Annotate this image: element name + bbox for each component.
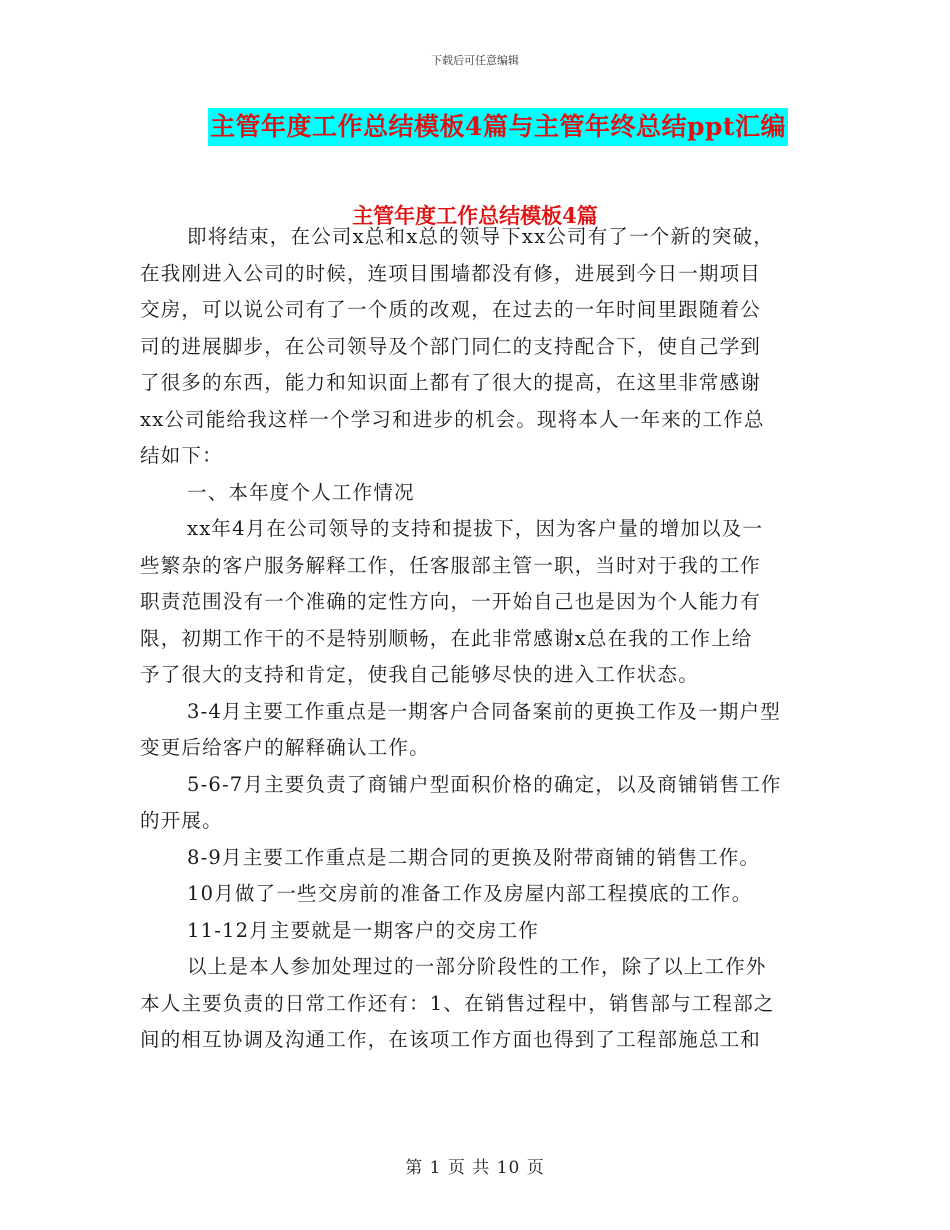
paragraph-line: 以上是本人参加处理过的一部分阶段性的工作，除了以上工作外	[187, 955, 767, 978]
paragraph-line: xx公司能给我这样一个学习和进步的机会。现将本人一年来的工作总	[140, 407, 765, 431]
section-title: 主管年度工作总结模板4篇	[352, 203, 598, 228]
paragraph-line: 的开展。	[140, 809, 223, 832]
paragraph-line: 交房，可以说公司有了一个质的改观，在过去的一年时间里跟随着公	[140, 298, 762, 321]
paragraph-line: 本人主要负责的日常工作还有：1、在销售过程中，销售部与工程部之	[140, 991, 775, 1015]
paragraph-line: 在我刚进入公司的时候，连项目围墙都没有修，进展到今日一期项目	[140, 261, 762, 285]
title-container	[0, 108, 950, 146]
body-text	[140, 219, 812, 1059]
paragraph-line: 限，初期工作干的不是特别顺畅，在此非常感谢x总在我的工作上给	[140, 626, 753, 650]
paragraph-line: 间的相互协调及沟通工作，在该项工作方面也得到了工程部施总工和	[140, 1028, 762, 1051]
paragraph-line: 5-6-7月主要负责了商铺户型面积价格的确定，以及商铺销售工作	[187, 772, 782, 796]
paragraph-line: 10月做了一些交房前的准备工作及房屋内部工程摸底的工作。	[187, 882, 753, 905]
header-note: 下载后可任意编辑	[431, 54, 519, 67]
paragraph-line: 职责范围没有一个准确的定性方向，一开始自己也是因为个人能力有	[140, 590, 762, 613]
paragraph-line: 些繁杂的客户服务解释工作，任客服部主管一职，当时对于我的工作	[140, 553, 762, 577]
paragraph-line: 11-12月主要就是一期客户的交房工作	[187, 918, 540, 942]
paragraph-line: 了很多的东西，能力和知识面上都有了很大的提高，在这里非常感谢	[140, 371, 762, 394]
paragraph-line: 予了很大的支持和肯定，使我自己能够尽快的进入工作状态。	[140, 663, 699, 686]
paragraph-line: xx年4月在公司领导的支持和提拔下，因为客户量的增加以及一	[187, 517, 764, 540]
paragraph-line: 结如下：	[140, 444, 223, 467]
paragraph-line: 3-4月主要工作重点是一期客户合同备案前的更换工作及一期户型	[187, 699, 781, 723]
paragraph-line: 8-9月主要工作重点是二期合同的更换及附带商铺的销售工作。	[187, 845, 761, 869]
paragraph-line: 变更后给客户的解释确认工作。	[140, 736, 430, 759]
document-title: 主管年度工作总结模板4篇与主管年终总结ppt汇编	[208, 108, 788, 146]
paragraph-line: 即将结束，在公司x总和x总的领导下xx公司有了一个新的突破，	[187, 225, 774, 248]
section-heading: 一、本年度个人工作情况	[187, 480, 415, 504]
paragraph-line: 司的进展脚步，在公司领导及个部门同仁的支持配合下，使自己学到	[140, 334, 762, 358]
page-number-footer: 第 1 页 共 10 页	[405, 1158, 545, 1178]
